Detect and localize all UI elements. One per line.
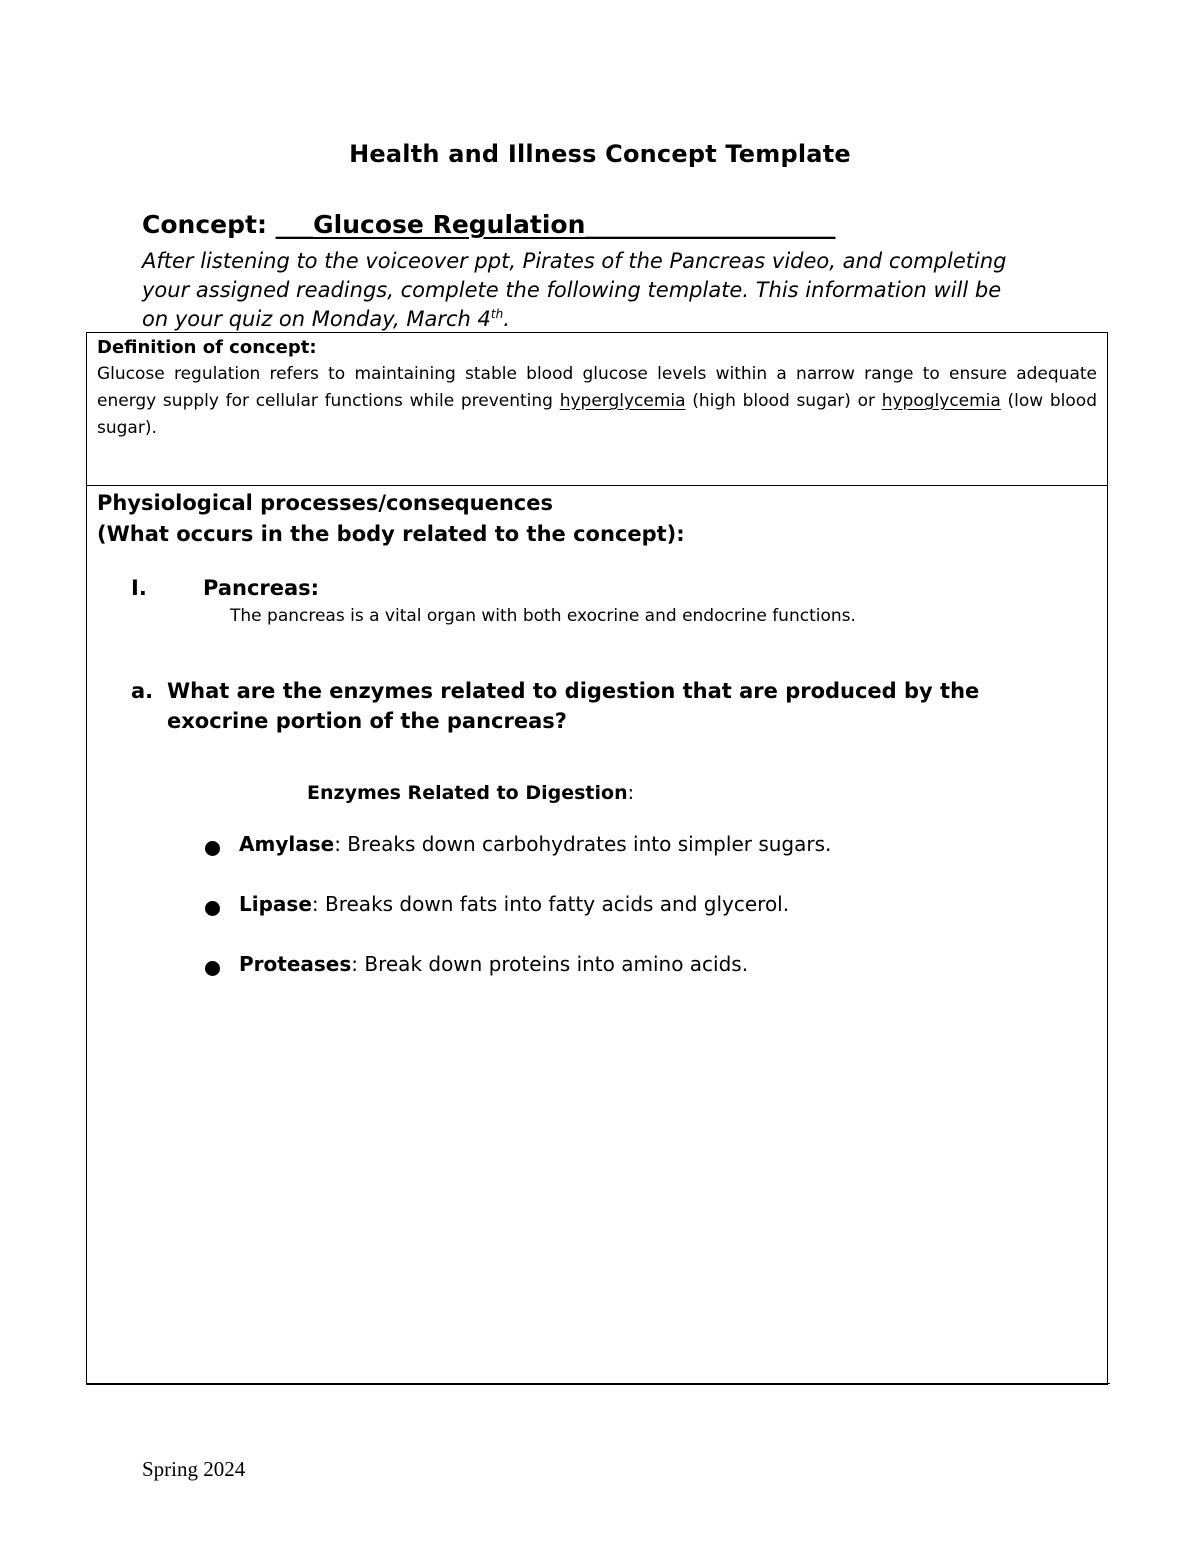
enzyme-name: Lipase xyxy=(239,892,312,916)
page-footer: Spring 2024 xyxy=(142,1457,246,1481)
bullet-icon xyxy=(205,961,220,976)
enzyme-description: Break down proteins into amino acids. xyxy=(364,952,749,976)
definition-text-part: (low blood sugar). xyxy=(97,391,1097,438)
instructions-end: . xyxy=(503,307,510,331)
enzyme-separator: : xyxy=(351,952,365,976)
question-line2: exocrine portion of the pancreas? xyxy=(167,709,567,733)
definition-heading: Definition of concept: xyxy=(97,337,317,358)
enzyme-name: Amylase xyxy=(239,832,335,856)
enzyme-list xyxy=(203,832,831,1012)
enzyme-separator: : xyxy=(334,832,348,856)
instructions-paragraph xyxy=(142,247,1022,334)
physiological-heading xyxy=(97,488,685,550)
list-item xyxy=(203,832,831,892)
section-number: I. xyxy=(131,576,147,600)
bullet-icon xyxy=(205,841,220,856)
physiological-heading-line2: (What occurs in the body related to the concept): xyxy=(97,522,685,546)
question-a xyxy=(131,676,1031,736)
concept-suffix-blank: ____________________ xyxy=(585,210,836,239)
definition-text-part: (high blood sugar) or xyxy=(685,391,882,411)
instructions-text: After listening to the voiceover ppt, Pirates of the Pancreas video, and completing your assigned readings, complete the following template. This information will be on your quiz on Monday, March 4 xyxy=(142,249,1007,331)
concept-prefix-blank: ___ xyxy=(275,210,314,239)
definition-box xyxy=(86,332,1108,486)
enzyme-name: Proteases xyxy=(239,952,352,976)
enzymes-heading-text: Enzymes Related to Digestion xyxy=(307,782,628,804)
term-hyperglycemia: hyperglycemia xyxy=(559,391,686,411)
pancreas-description: The pancreas is a vital organ with both exocrine and endocrine functions. xyxy=(230,606,856,626)
section-title: Pancreas: xyxy=(203,576,320,600)
enzyme-description: Breaks down fats into fatty acids and glycerol. xyxy=(325,892,790,916)
instructions-superscript: th xyxy=(490,307,504,321)
list-item xyxy=(203,952,831,1012)
section-pancreas xyxy=(131,576,319,600)
physiological-box xyxy=(86,485,1108,1385)
question-line1: What are the enzymes related to digestion that are produced by the xyxy=(167,679,980,703)
concept-label: Concept: xyxy=(142,210,276,239)
concept-field xyxy=(276,210,836,239)
term-hypoglycemia: hypoglycemia xyxy=(881,391,1001,411)
bottom-rule xyxy=(86,1383,1110,1384)
definition-text xyxy=(97,361,1097,442)
question-number: a. xyxy=(131,679,154,703)
enzyme-separator: : xyxy=(311,892,325,916)
enzymes-heading xyxy=(307,782,634,804)
definition-text-part: Glucose regulation refers to maintaining stable blood glucose levels within a narrow range to ensure adequate energy supply for cellular functions while preventing xyxy=(97,364,1097,411)
physiological-heading-line1: Physiological processes/consequences xyxy=(97,491,553,515)
bullet-icon xyxy=(205,901,220,916)
concept-line xyxy=(142,210,835,239)
concept-value: Glucose Regulation xyxy=(313,210,586,239)
enzyme-description: Breaks down carbohydrates into simpler sugars. xyxy=(347,832,832,856)
list-item xyxy=(203,892,831,952)
enzymes-heading-colon: : xyxy=(627,782,635,804)
document-title: Health and Illness Concept Template xyxy=(349,140,851,168)
